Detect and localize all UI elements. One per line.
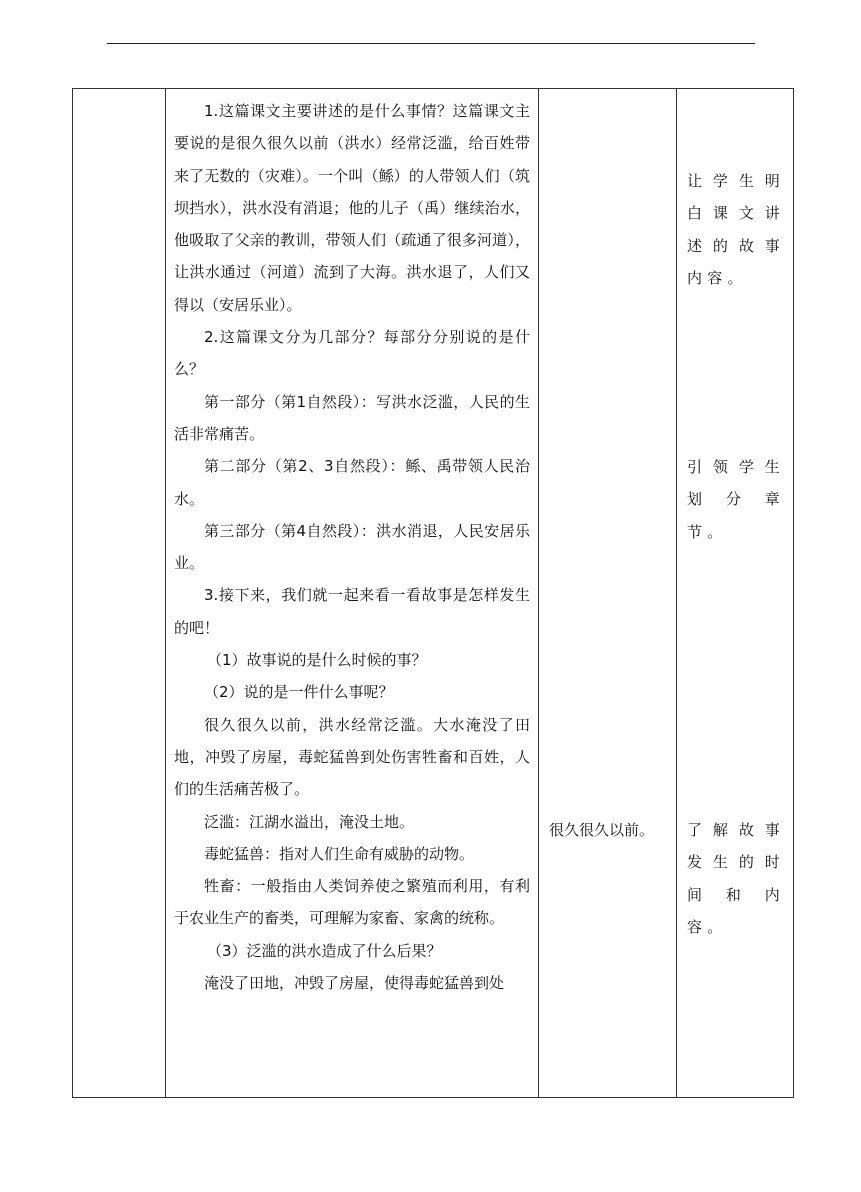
design-intent-cell — [677, 89, 794, 1098]
content-paragraph: （2）说的是一件什么事呢？ — [204, 683, 394, 702]
content-paragraph: 3.接下来，我们就一起来看一看故事是怎样发生的吧！ — [174, 586, 530, 637]
step-column-cell — [73, 89, 166, 1098]
content-paragraph: 淹没了田地，冲毁了房屋，使得毒蛇猛兽到处 — [204, 974, 505, 993]
header-rule — [107, 43, 755, 44]
design-note-3: 了解故事发生的时间和内容。 — [687, 821, 785, 936]
content-paragraph: 第二部分（第2、3自然段）：鲧、禹带领人民治水。 — [174, 457, 530, 508]
content-paragraph: 2.这篇课文分为几部分？每部分分别说的是什么？ — [174, 328, 530, 379]
content-paragraph: 很久很久以前，洪水经常泛滥。大水淹没了田地，冲毁了房屋，毒蛇猛兽到处伤害牲畜和百姓，人们的生活痛苦极了。 — [174, 715, 530, 799]
content-paragraph: （3）泛滥的洪水造成了什么后果？ — [207, 941, 442, 960]
content-paragraph: 第一部分（第1自然段）：写洪水泛滥，人民的生活非常痛苦。 — [174, 392, 530, 443]
table-row — [73, 89, 794, 1098]
time-answer: 很久很久以前。 — [549, 821, 655, 839]
design-note-2: 引领学生划分章节。 — [687, 458, 785, 541]
content-paragraph: （1）故事说的是什么时候的事？ — [207, 651, 427, 670]
student-activity-cell — [539, 89, 677, 1098]
content-paragraph: 第三部分（第4自然段）：洪水消退，人民安居乐业。 — [174, 521, 530, 573]
design-note-1: 让学生明白课文讲述的故事内容。 — [687, 172, 785, 287]
content-paragraph: 泛滥：江湖水溢出，淹没土地。 — [204, 812, 415, 831]
content-paragraph: 1.这篇课文主要讲述的是什么事情？这篇课文主要说的是很久很久以前（洪水）经常泛滥，给百姓带来了无数的（灾难）。一个叫（鲧）的人带领人们（筑坝挡水），洪水没有消退；他的儿子（禹）继续治水，他吸取了父亲的教训，带领人们（疏通了很多河道），让洪水通过（河道）流到了大海。洪水退了，人们又得以（安居乐业）。 — [174, 102, 530, 314]
lesson-plan-table — [72, 88, 794, 1098]
content-paragraph: 牲畜：一般指由人类饲养使之繁殖而利用，有利于农业生产的畜类，可理解为家畜、家禽的统称。 — [174, 877, 530, 928]
teaching-content-cell — [166, 89, 539, 1098]
content-paragraph: 毒蛇猛兽：指对人们生命有威胁的动物。 — [204, 844, 475, 863]
